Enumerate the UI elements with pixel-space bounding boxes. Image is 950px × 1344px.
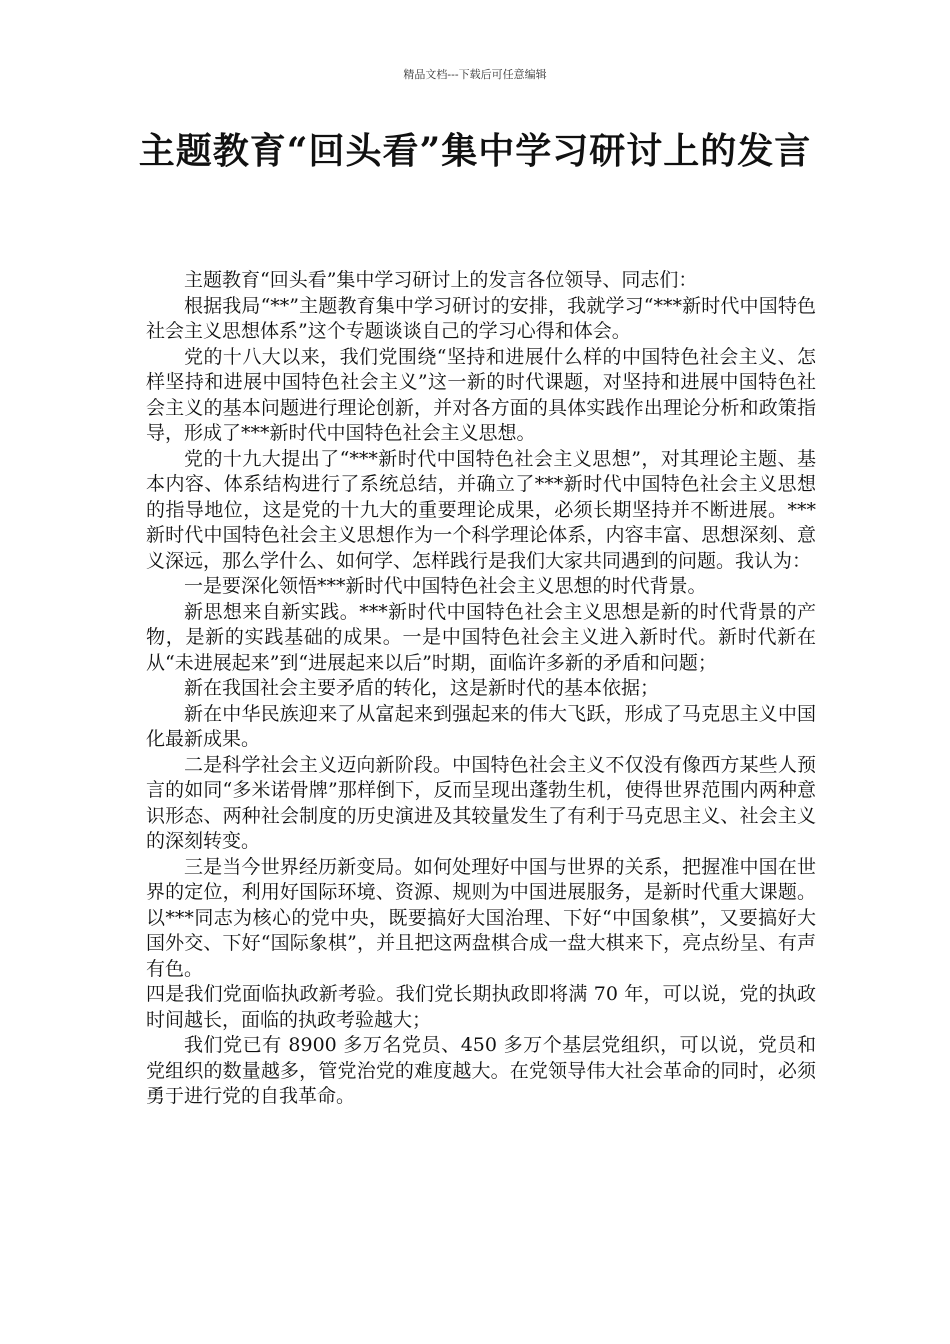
paragraph: 党的十八大以来，我们党围绕“坚持和进展什么样的中国特色社会主义、怎样坚持和进展中国特色社会主义”这一新的时代课题，对坚持和进展中国特色社会主义的基本问题进行理论创新，并对各方面的具体实践作出理论分析和政策指导，形成了***新时代中国特色社会主义思想。 — [146, 345, 816, 444]
document-body — [146, 268, 816, 1110]
paragraph: 党的十九大提出了“***新时代中国特色社会主义思想”，对其理论主题、基本内容、体系结构进行了系统总结，并确立了***新时代中国特色社会主义思想的指导地位，这是党的十九大的重要理论成果，必须长期坚持并不断进展。***新时代中国特色社会主义思想作为一个科学理论体系，内容丰富、思想深刻、意义深远，那么学什么、如何学、怎样践行是我们大家共同遇到的问题。我认为： — [146, 447, 816, 572]
paragraph: 新在中华民族迎来了从富起来到强起来的伟大飞跃，形成了马克思主义中国化最新成果。 — [146, 702, 816, 750]
paragraph: 新在我国社会主要矛盾的转化，这是新时代的基本依据； — [184, 677, 660, 699]
paragraph: 四是我们党面临执政新考验。我们党长期执政即将满 70 年，可以说，党的执政时间越长，面临的执政考验越大； — [146, 983, 816, 1031]
paragraph: 二是科学社会主义迈向新阶段。中国特色社会主义不仅没有像西方某些人预言的如同“多米诺骨牌”那样倒下，反而呈现出蓬勃生机，使得世界范围内两种意识形态、两种社会制度的历史演进及其较量发生了有利于马克思主义、社会主义的深刻转变。 — [146, 753, 816, 852]
paragraph: 我们党已有 8900 多万名党员、450 多万个基层党组织，可以说，党员和党组织的数量越多，管党治党的难度越大。在党领导伟大社会革命的同时，必须勇于进行党的自我革命。 — [146, 1034, 816, 1107]
header-note: 精品文档---下载后可任意编辑 — [403, 68, 547, 81]
paragraph: 一是要深化领悟***新时代中国特色社会主义思想的时代背景。 — [184, 575, 707, 597]
paragraph: 根据我局“**”主题教育集中学习研讨的安排，我就学习“***新时代中国特色社会主义思想体系”这个专题谈谈自己的学习心得和体会。 — [146, 294, 816, 342]
paragraph: 主题教育“回头看”集中学习研讨上的发言各位领导、同志们： — [184, 269, 698, 291]
paragraph: 三是当今世界经历新变局。如何处理好中国与世界的关系，把握准中国在世界的定位，利用好国际环境、资源、规则为中国进展服务，是新时代重大课题。以***同志为核心的党中央，既要搞好大国治理、下好“中国象棋”，又要搞好大国外交、下好“国际象棋”，并且把这两盘棋合成一盘大棋来下，亮点纷呈、有声有色。 — [146, 855, 816, 980]
paragraph: 新思想来自新实践。***新时代中国特色社会主义思想是新的时代背景的产物，是新的实践基础的成果。一是中国特色社会主义进入新时代。新时代新在从“未进展起来”到“进展起来以后”时期，面临许多新的矛盾和问题； — [146, 600, 816, 674]
document-title: 主题教育“回头看”集中学习研讨上的发言 — [138, 130, 812, 172]
